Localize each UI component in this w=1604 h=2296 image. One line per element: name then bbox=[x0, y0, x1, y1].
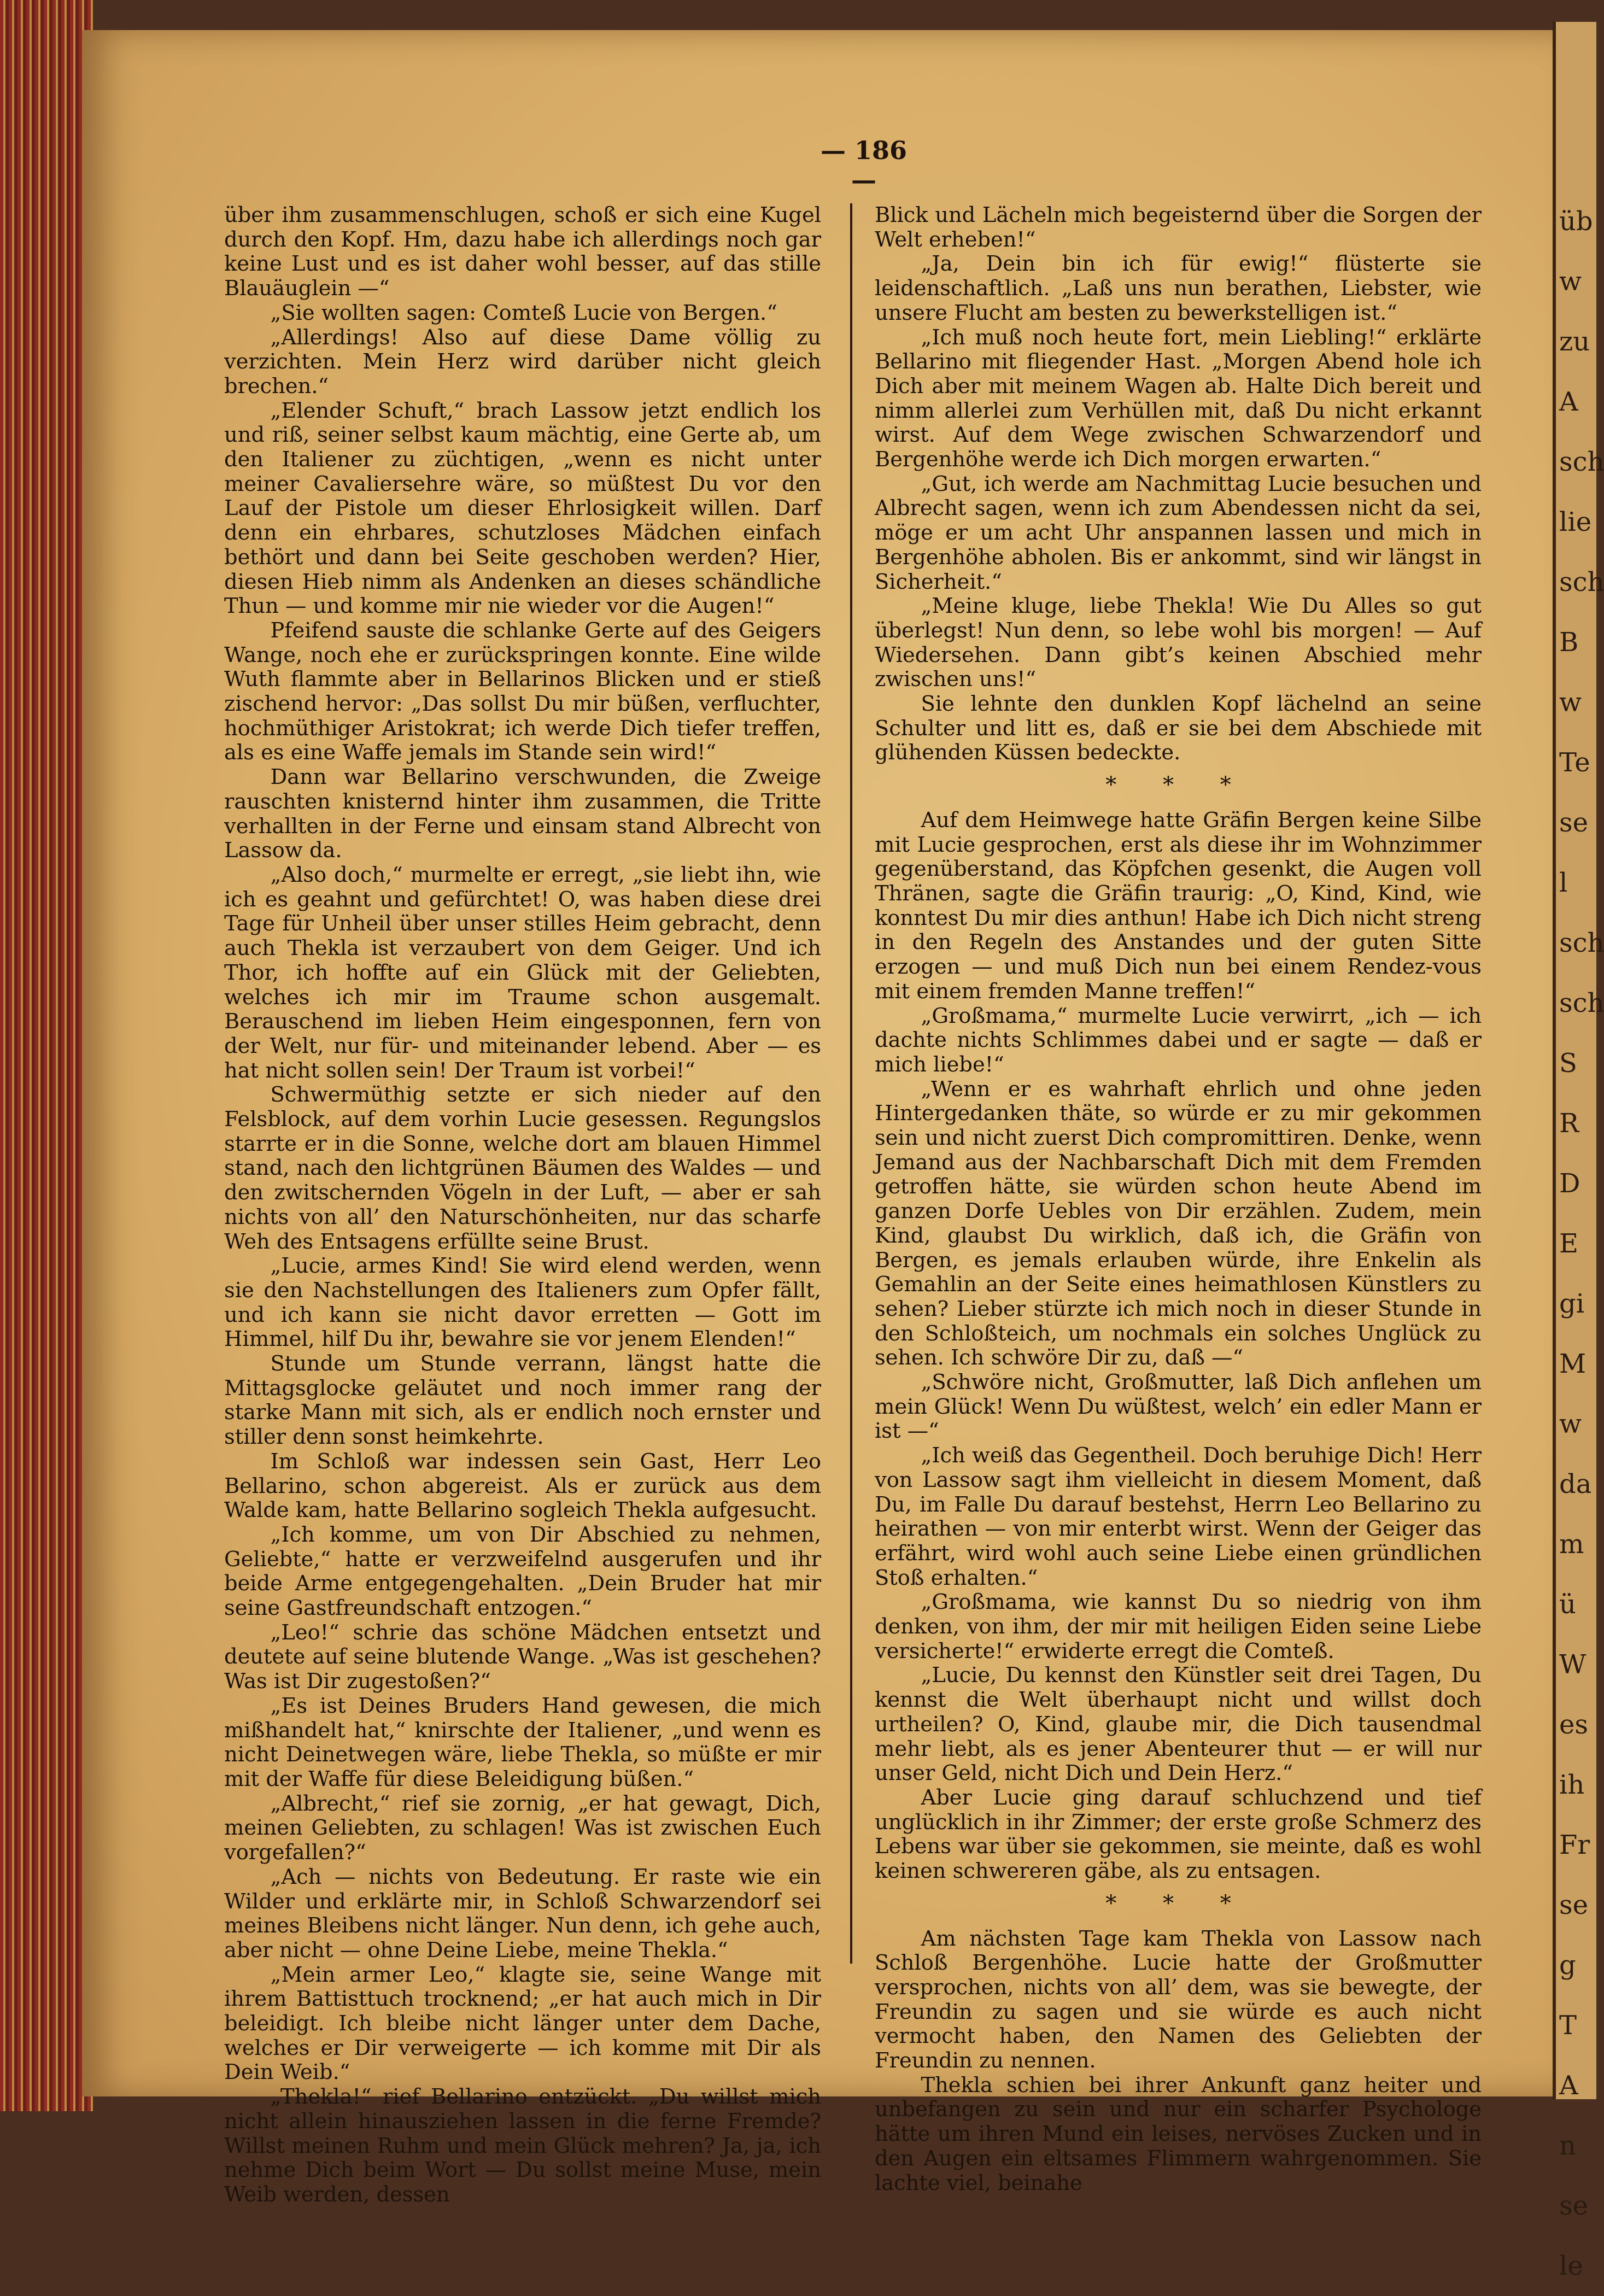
paragraph: „Also doch,“ murmelte er erregt, „sie liebt ihn, wie ich es geahnt und gefürchtet! O, was haben diese drei Tage für Unheil über unser stilles Heim gebracht, denn auch Thekla ist verzaubert von dem Geiger. Und ich Thor, ich hoffte auf ein Glück mit der Geliebten, welches ich mir im Traume schon ausgemalt. Berauschend im lieben Heim eingesponnen, fern von der Welt, nur für- und miteinander lebend. Aber — es hat nicht sollen sein! Der Traum ist vorbei!“ bbox=[224, 862, 821, 1083]
next-page-fragments: üb w zu A sch lie sch B w Te se l sch sch S R D E gi M w da m ü W es ih Fr se g T A n se le bbox=[1559, 206, 1604, 2281]
paragraph: „Allerdings! Also auf diese Dame völlig zu verzichten. Mein Herz wird darüber nicht gleich brechen.“ bbox=[224, 325, 821, 399]
paragraph: Im Schloß war indessen sein Gast, Herr Leo Bellarino, schon abgereist. Als er zurück aus dem Walde kam, hatte Bellarino sogleich Thekla aufgesucht. bbox=[224, 1449, 821, 1523]
paragraph: „Lucie, armes Kind! Sie wird elend werden, wenn sie den Nachstellungen des Italieners zum Opfer fällt, und ich kann sie nicht davor erretten — Gott im Himmel, hilf Du ihr, bewahre sie vor jenem Elenden!“ bbox=[224, 1254, 821, 1352]
paragraph: Pfeifend sauste die schlanke Gerte auf des Geigers Wange, noch ehe er zurückspringen konnte. Eine wilde Wuth flammte aber in Bellarinos Blicken und er stieß zischend hervor: „Das sollst Du mir büßen, verfluchter, hochmüthiger Aristokrat; ich werde Dich tiefer treffen, als es eine Waffe jemals im Stande sein wird!“ bbox=[224, 618, 821, 765]
paragraph: Am nächsten Tage kam Thekla von Lassow nach Schloß Bergenhöhe. Lucie hatte der Großmutter versprochen, nichts von all’ dem, was sie bewegte, der Freundin zu sagen und sie würde es auch nicht vermocht haben, den Namen des Geliebten der Freundin zu nennen. bbox=[875, 1926, 1482, 2074]
paragraph: „Ja, Dein bin ich für ewig!“ flüsterte sie leidenschaftlich. „Laß uns nun berathen, Liebster, wie unsere Flucht am besten zu bewerkstelligen ist.“ bbox=[875, 251, 1482, 325]
paragraph: „Sie wollten sagen: Comteß Lucie von Bergen.“ bbox=[270, 300, 777, 325]
paragraph: „Leo!“ schrie das schöne Mädchen entsetzt und deutete auf seine blutende Wange. „Was ist geschehen? Was ist Dir zugestoßen?“ bbox=[224, 1620, 821, 1694]
paragraph: „Lucie, Du kennst den Künstler seit drei Tagen, Du kennst die Welt überhaupt nicht und willst doch urtheilen? O, Kind, glaube mir, die Dich tausendmal mehr liebt, als es jener Abenteurer thut — er will nur unser Geld, nicht Dich und Dein Herz.“ bbox=[875, 1663, 1482, 1786]
book-edge bbox=[0, 0, 93, 2111]
paragraph: „Meine kluge, liebe Thekla! Wie Du Alles so gut überlegst! Nun denn, so lebe wohl bis morgen! — Auf Wiedersehen. Dann gibt’s keinen Abschied mehr zwischen uns!“ bbox=[875, 594, 1482, 692]
paragraph: „Mein armer Leo,“ klagte sie, seine Wange mit ihrem Battisttuch trocknend; „er hat auch mich in Dir beleidigt. Ich bleibe nicht länger unter dem Dache, welches er Dir verweigerte — ich komme mit Dir als Dein Weib.“ bbox=[224, 1962, 821, 2085]
paragraph: „Es ist Deines Bruders Hand gewesen, die mich mißhandelt hat,“ knirschte der Italiener, „und wenn es nicht Deinetwegen wäre, liebe Thekla, so müßte er mir mit der Waffe für diese Beleidigung büßen.“ bbox=[224, 1693, 821, 1791]
paragraph: „Schwöre nicht, Großmutter, laß Dich anflehen um mein Glück! Wenn Du wüßtest, welch’ ein edler Mann er ist —“ bbox=[875, 1370, 1482, 1444]
left-column bbox=[224, 203, 821, 2207]
paragraph: „Ich muß noch heute fort, mein Liebling!“ erklärte Bellarino mit fliegender Hast. „Morgen Abend hole ich Dich aber mit meinem Wagen ab. Halte Dich bereit und nimm allerlei zum Verhüllen mit, daß Du nicht erkannt wirst. Auf dem Wege zwischen Schwarzendorf und Bergenhöhe werde ich Dich morgen erwarten.“ bbox=[875, 325, 1482, 472]
paragraph: Thekla schien bei ihrer Ankunft ganz heiter und unbefangen zu sein und nur ein scharfer Psychologe hätte um ihren Mund ein leises, nervöses Zucken und in den Augen ein eltsames Flimmern wahrgenommen. Sie lachte viel, beinahe bbox=[875, 2072, 1482, 2195]
paragraph: „Albrecht,“ rief sie zornig, „er hat gewagt, Dich, meinen Geliebten, zu schlagen! Was ist zwischen Euch vorgefallen?“ bbox=[224, 1791, 821, 1865]
paragraph: „Wenn er es wahrhaft ehrlich und ohne jeden Hintergedanken thäte, so würde er zu mir gekommen sein und nicht zuerst Dich compromittiren. Denke, wenn Jemand aus der Nachbarschaft Dich mit dem Fremden getroffen hätte, sie würden schon heute Abend im ganzen Dorfe Uebles von Dir erzählen. Zudem, mein Kind, glaubst Du wirklich, daß ich, die Gräfin von Bergen, es jemals erlauben würde, ihre Enkelin als Gemahlin an der Seite eines heimathlosen Künstlers zu sehen? Lieber stürzte ich mich noch in dieser Stunde in den Schloßteich, um nochmals ein solches Unglück zu sehen. Ich schwöre Dir zu, daß —“ bbox=[875, 1076, 1482, 1370]
paragraph: über ihm zusammenschlugen, schoß er sich eine Kugel durch den Kopf. Hm, dazu habe ich allerdings noch gar keine Lust und es ist daher wohl besser, auf das stille Blauäuglein —“ bbox=[224, 203, 821, 301]
paragraph: Auf dem Heimwege hatte Gräfin Bergen keine Silbe mit Lucie gesprochen, erst als diese ihr im Wohnzimmer gegenüberstand, das Köpfchen gesenkt, die Augen voll Thränen, sagte die Gräfin traurig: „O, Kind, Kind, wie konntest Du mir dies anthun! Habe ich Dich nicht streng in den Regeln des Anstandes und der guten Sitte erzogen — und muß Dich nun bei einem Rendez-vous mit einem fremden Manne treffen!“ bbox=[875, 807, 1482, 1004]
paragraph: „Großmama, wie kannst Du so niedrig von ihm denken, von ihm, der mir mit heiligen Eiden seine Liebe versicherte!“ erwiderte erregt die Comteß. bbox=[875, 1590, 1482, 1664]
paragraph: Schwermüthig setzte er sich nieder auf den Felsblock, auf dem vorhin Lucie gesessen. Regungslos starrte er in die Sonne, welche dort am blauen Himmel stand, nach den lichtgrünen Bäumen des Waldes — und den zwitschernden Vögeln in der Luft, — aber er sah nichts von all’ den Naturschönheiten, nur das scharfe Weh des Entsagens erfüllte seine Brust. bbox=[224, 1082, 821, 1254]
paragraph: „Ich weiß das Gegentheil. Doch beruhige Dich! Herr von Lassow sagt ihm vielleicht in diesem Moment, daß Du, im Falle Du darauf bestehst, Herrn Leo Bellarino zu heirathen — von mir enterbt wirst. Wenn der Geiger das erfährt, wird wohl auch seine Liebe einen gründlichen Stoß erhalten.“ bbox=[875, 1443, 1482, 1590]
page-number: — 186 — bbox=[820, 136, 908, 195]
paragraph: Sie lehnte den dunklen Kopf lächelnd an seine Schulter und litt es, daß er sie bei dem Abschiede mit glühenden Küssen bedeckte. bbox=[875, 692, 1482, 765]
paragraph: Stunde um Stunde verrann, längst hatte die Mittagsglocke geläutet und noch immer rang der starke Mann mit sich, als er endlich noch ernster und stiller denn sonst heimkehrte. bbox=[224, 1351, 821, 1450]
paragraph: „Thekla!“ rief Bellarino entzückt. „Du willst mich nicht allein hinausziehen lassen in die ferne Fremde? Willst meinen Ruhm und mein Glück mehren? Ja, ja, ich nehme Dich beim Wort — Du sollst meine Muse, mein Weib werden, dessen bbox=[224, 2084, 821, 2207]
column-divider bbox=[850, 203, 852, 1964]
paragraph: Aber Lucie ging darauf schluchzend und tief unglücklich in ihr Zimmer; der erste große Schmerz des Lebens war über sie gekommen, sie meinte, daß es wohl keinen schwereren gäbe, als zu entsagen. bbox=[875, 1785, 1482, 1884]
section-separator: * * * bbox=[1105, 1890, 1251, 1916]
paragraph: Dann war Bellarino verschwunden, die Zweige rauschten knisternd hinter ihm zusammen, die Tritte verhallten in der Ferne und einsam stand Albrecht von Lassow da. bbox=[224, 765, 821, 863]
paragraph: „Elender Schuft,“ brach Lassow jetzt endlich los und riß, seiner selbst kaum mächtig, eine Gerte ab, um den Italiener zu züchtigen, „wenn es nicht unter meiner Cavaliersehre wäre, so müßtest Du vor den Lauf der Pistole um dieser Ehrlosigkeit willen. Darf denn ein ehrbares, schutzloses Mädchen einfach bethört und dann bei Seite geschoben werden? Hier, diesen Hieb nimm als Andenken an dieses schändliche Thun — und komme mir nie wieder vor die Augen!“ bbox=[224, 398, 821, 619]
paragraph: „Ach — nichts von Bedeutung. Er raste wie ein Wilder und erklärte mir, in Schloß Schwarzendorf sei meines Bleibens nicht länger. Nun denn, ich gehe auch, aber nicht — ohne Deine Liebe, meine Thekla.“ bbox=[224, 1864, 821, 1963]
paragraph: Blick und Lächeln mich begeisternd über die Sorgen der Welt erheben!“ bbox=[875, 203, 1482, 252]
paragraph: „Großmama,“ murmelte Lucie verwirrt, „ich — ich dachte nichts Schlimmes dabei und er sagte — daß er mich liebe!“ bbox=[875, 1003, 1482, 1077]
paragraph: „Ich komme, um von Dir Abschied zu nehmen, Geliebte,“ hatte er verzweifelnd ausgerufen und ihr beide Arme entgegengehalten. „Dein Bruder hat mir seine Gastfreundschaft entzogen.“ bbox=[224, 1522, 821, 1621]
paragraph: „Gut, ich werde am Nachmittag Lucie besuchen und Albrecht sagen, wenn ich zum Abendessen nicht da sei, möge er um acht Uhr anspannen lassen und mich in Bergenhöhe abholen. Bis er ankommt, sind wir längst in Sicherheit.“ bbox=[875, 471, 1482, 594]
right-column bbox=[875, 203, 1482, 2195]
section-separator: * * * bbox=[1105, 772, 1251, 798]
